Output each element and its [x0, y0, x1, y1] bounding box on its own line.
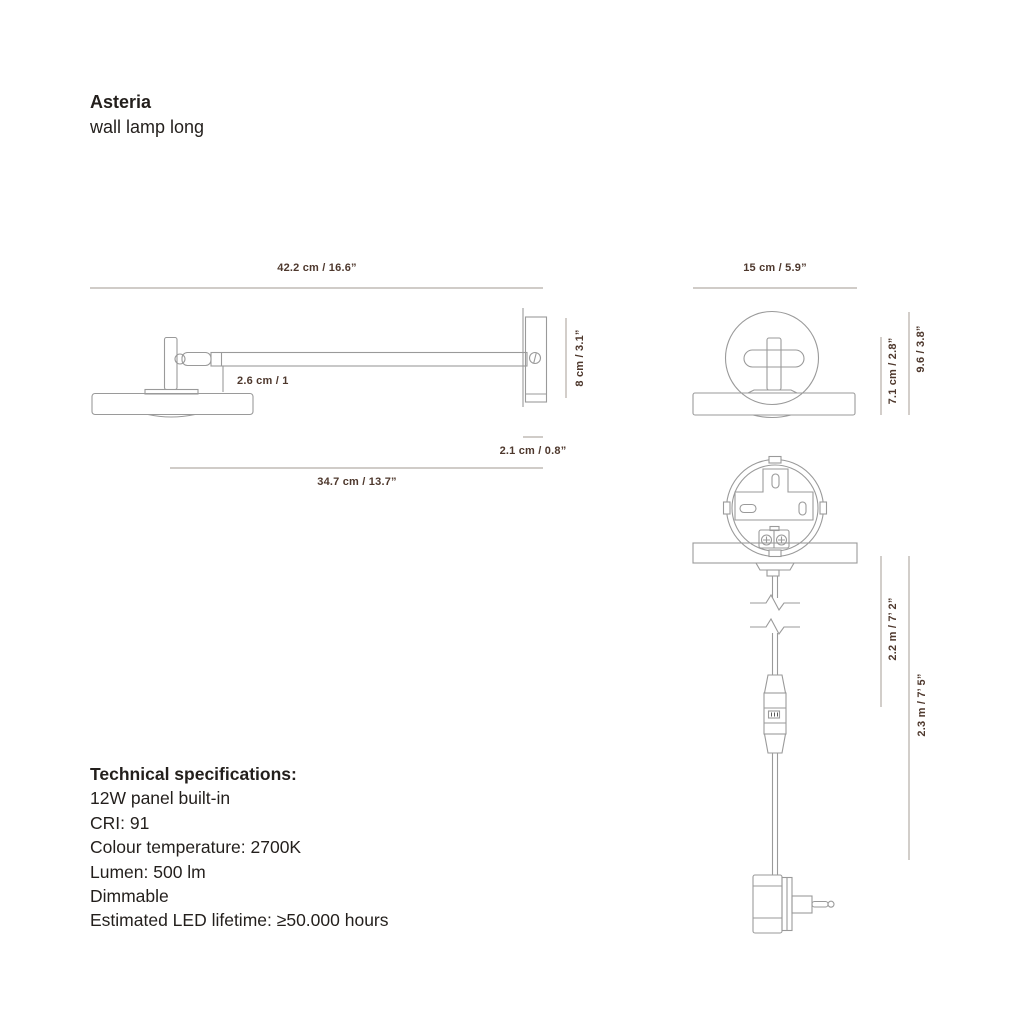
cord-segment-upper [773, 576, 778, 598]
back-mount-inner-ring [732, 465, 818, 551]
spec-line-lumen: Lumen: 500 lm [90, 861, 206, 882]
switch-top-taper [765, 675, 786, 693]
side-mount-box [526, 317, 547, 402]
side-arm-connector [182, 353, 211, 366]
back-tab-top [769, 457, 781, 464]
back-cord-gland [767, 570, 779, 576]
product-subtitle: wall lamp long [90, 117, 205, 137]
dim-label-side-overall: 42.2 cm / 16.6” [277, 262, 357, 274]
side-screw-slot [534, 353, 537, 364]
specs-block [90, 762, 389, 933]
plug-pin [812, 902, 828, 908]
dim-label-side-depth: 2.1 cm / 0.8” [499, 445, 567, 457]
dim-label-side-arm-length: 34.7 cm / 13.7” [317, 476, 397, 488]
dim-label-front-inner-height: 7.1 cm / 2.8” [887, 337, 899, 405]
front-view-drawing [693, 288, 909, 418]
switch-bottom-taper [765, 734, 786, 753]
spec-line-wattage: 12W panel built-in [90, 788, 231, 809]
dim-label-back-cable-to-switch: 2.2 m / 7’ 2” [887, 597, 899, 661]
spec-line-cri: CRI: 91 [90, 812, 150, 833]
dim-label-side-height: 8 cm / 3.1” [574, 329, 586, 387]
dim-label-back-cable-total: 2.3 m / 7’ 5” [916, 673, 928, 737]
back-slot-top [772, 474, 779, 488]
spec-line-dimmable: Dimmable [90, 886, 169, 907]
side-lamp-disc [92, 394, 253, 415]
front-cross-arm [744, 350, 804, 367]
specs-heading: Technical specifications: [90, 764, 297, 784]
title-block [90, 90, 204, 140]
plug-pin-tip [828, 901, 834, 907]
plug-body [753, 875, 782, 933]
back-disc-ledge [756, 563, 794, 570]
cord-segment-lower [773, 753, 778, 875]
product-name: Asteria [90, 92, 152, 112]
spec-line-led-lifetime: Estimated LED lifetime: ≥50.000 hours [90, 910, 389, 931]
side-view-drawing [90, 288, 566, 468]
back-tab-left [724, 502, 731, 514]
cord-break-mark-1 [750, 595, 800, 610]
side-arm [211, 353, 527, 367]
back-tab-right [820, 502, 827, 514]
plug-body-lines [753, 886, 782, 918]
back-slot-left [740, 505, 756, 513]
dim-label-front-width: 15 cm / 5.9” [743, 262, 807, 274]
dim-label-side-arm-gap: 2.6 cm / 1 [237, 375, 289, 387]
side-stem [165, 338, 178, 390]
dim-label-front-outer-height: 9.6 / 3.8” [915, 325, 927, 373]
spec-line-colour-temperature: Colour temperature: 2700K [90, 837, 302, 858]
back-view-drawing [693, 457, 909, 934]
back-slot-right [799, 502, 806, 515]
front-stem [767, 338, 781, 390]
cord-segment-middle [773, 633, 778, 675]
back-tab-bottom [769, 550, 781, 557]
switch-button-ridges [772, 713, 778, 717]
plug-pin-block [792, 896, 812, 913]
cord-break-mark-2 [750, 619, 800, 634]
